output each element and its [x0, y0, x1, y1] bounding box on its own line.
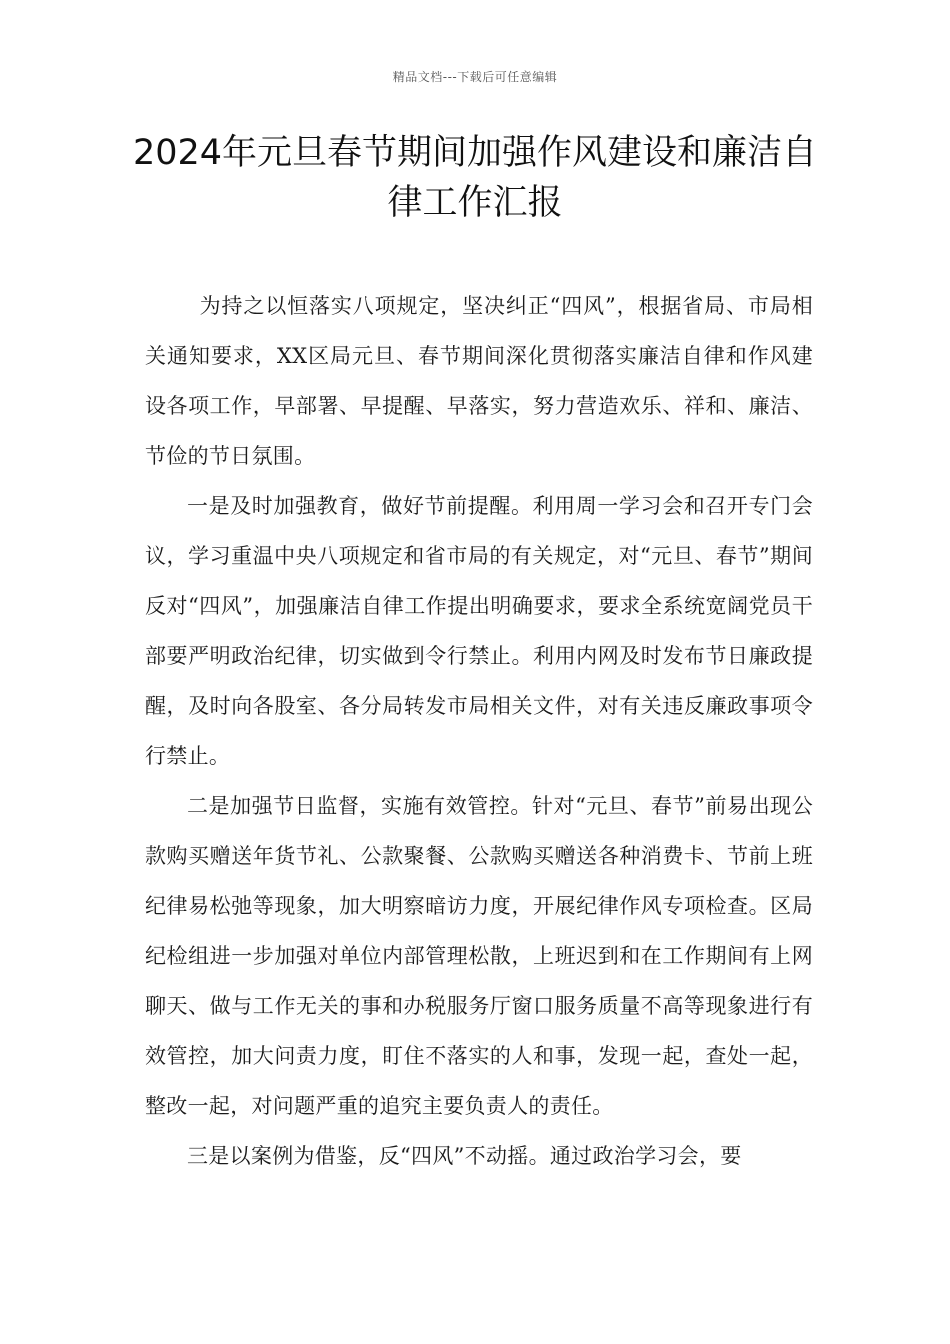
paragraph-point-two: 二是加强节日监督，实施有效管控。针对“元旦、春节”前易出现公款购买赠送年货节礼、公款聚餐、公款购买赠送各种消费卡、节前上班纪律易松弛等现象，加大明察暗访力度，开展纪律作风专项检查。区局纪检组进一步加强对单位内部管理松散，上班迟到和在工作期间有上网聊天、做与工作无关的事和办税服务厅窗口服务质量不高等现象进行有效管控，加大问责力度，盯住不落实的人和事，发现一起，查处一起，整改一起，对问题严重的追究主要负责人的责任。 [145, 794, 813, 1118]
paragraph-point-three: 三是以案例为借鉴，反“四风”不动摇。通过政治学习会，要 [187, 1144, 742, 1168]
paragraph-intro: 为持之以恒落实八项规定，坚决纠正“四风”，根据省局、市局相关通知要求，XX区局元旦、春节期间深化贯彻落实廉洁自律和作风建设各项工作，早部署、早提醒、早落实，努力营造欢乐、祥和、廉洁、节俭的节日氛围。 [145, 294, 813, 468]
paragraph-point-one: 一是及时加强教育，做好节前提醒。利用周一学习会和召开专门会议，学习重温中央八项规定和省市局的有关规定，对“元旦、春节”期间反对“四风”，加强廉洁自律工作提出明确要求，要求全系统宽阔党员干部要严明政治纪律，切实做到令行禁止。利用内网及时发布节日廉政提醒，及时向各股室、各分局转发市局相关文件，对有关违反廉政事项令行禁止。 [145, 494, 813, 768]
document-body [145, 281, 813, 1181]
header-note: 精品文档---下载后可任意编辑 [392, 70, 558, 84]
document-title: 2024年元旦春节期间加强作风建设和廉洁自律工作汇报 [132, 133, 818, 223]
